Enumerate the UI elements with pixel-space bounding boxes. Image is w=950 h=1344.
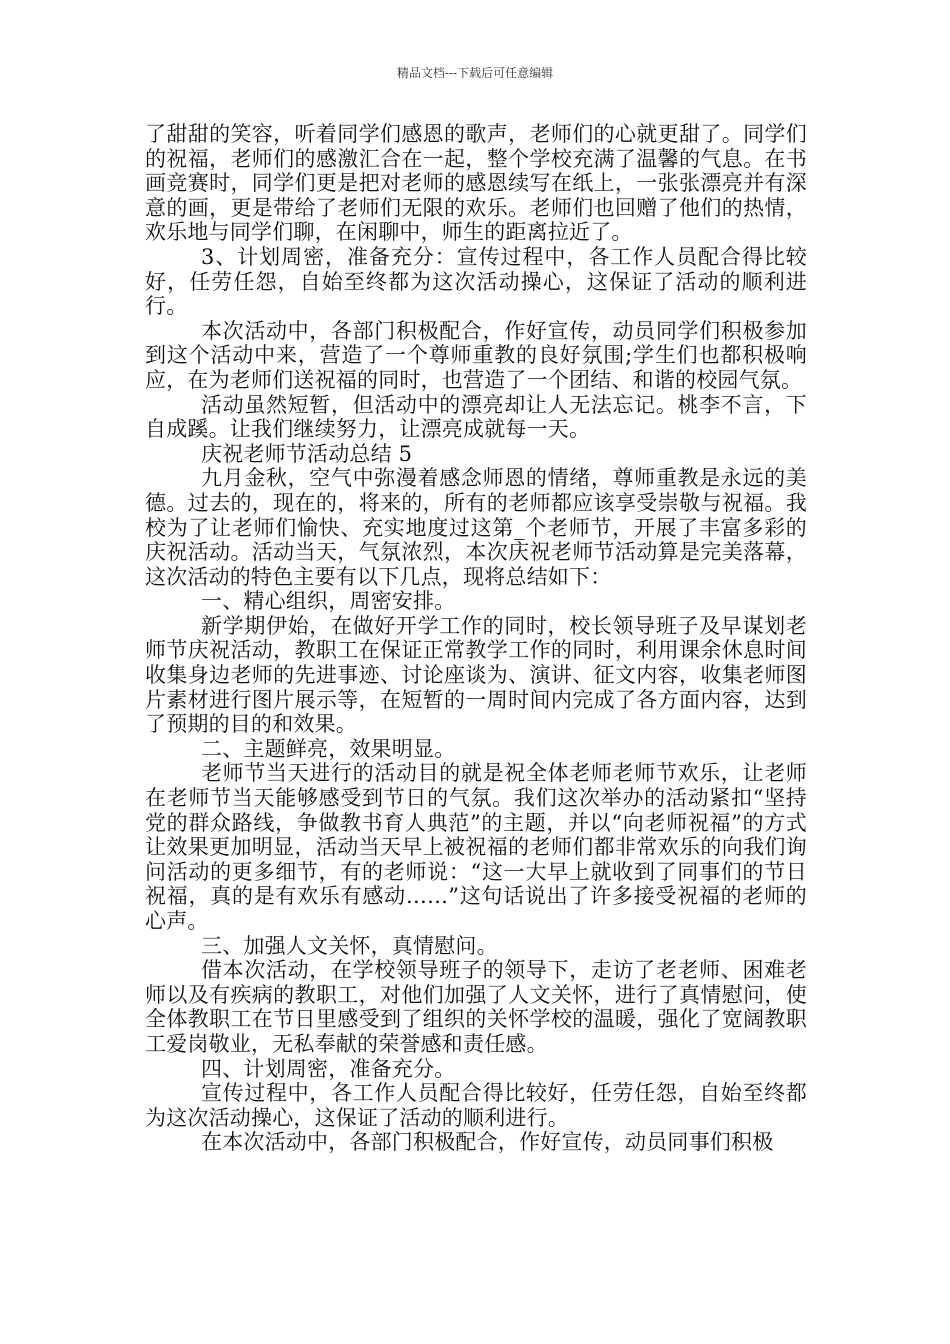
section-heading: 三、加强人文关怀，真情慰问。 [201, 933, 498, 958]
section-title: 庆祝老师节活动总结 5 [201, 441, 413, 466]
paragraph: 本次活动中，各部门积极配合，作好宣传，动员同学们积极参加到这个活动中来，营造了一个尊师重教的良好氛围;学生们也都积极响应，在为老师们送祝福的同时，也营造了一个团结、和谐的校园气氛。 [145, 318, 807, 392]
paragraph: 宣传过程中，各工作人员配合得比较好，任劳任怨，自始至终都为这次活动操心，这保证了活动的顺利进行。 [145, 1081, 807, 1130]
section-heading: 二、主题鲜亮，效果明显。 [201, 736, 456, 761]
paragraph: 新学期伊始，在做好开学工作的同时，校长领导班子及早谋划老师节庆祝活动，教职工在保证正常教学工作的同时，利用课余休息时间收集身边老师的先进事迹、讨论座谈为、演讲、征文内容，收集老师图片素材进行图片展示等，在短暂的一周时间内完成了各方面内容，达到了预期的目的和效果。 [145, 613, 807, 737]
paragraph: 在本次活动中，各部门积极配合，作好宣传，动员同事们积极 [201, 1130, 774, 1155]
section-heading: 四、计划周密，准备充分。 [201, 1056, 456, 1081]
paragraph: 借本次活动，在学校领导班子的领导下，走访了老老师、困难老师以及有疾病的教职工，对他们加强了人文关怀，进行了真情慰问，使全体教职工在节日里感受到了组织的关怀学校的温暖，强化了宽阔教职工爱岗敬业，无私奉献的荣誉感和责任感。 [145, 958, 807, 1056]
section-heading: 一、精心组织，周密安排。 [201, 589, 456, 614]
page-header: 精品文档---下载后可任意编辑 [396, 66, 554, 80]
paragraph: 九月金秋，空气中弥漫着感念师恩的情绪，尊师重教是永远的美德。过去的，现在的，将来的，所有的老师都应该享受崇敬与祝福。我校为了让老师们愉快、充实地度过这第_个老师节，开展了丰富多彩的庆祝活动。活动当天，气氛浓烈，本次庆祝老师节活动算是完美落幕，这次活动的特色主要有以下几点，现将总结如下： [145, 466, 807, 589]
paragraph: 了甜甜的笑容，听着同学们感恩的歌声，老师们的心就更甜了。同学们的祝福，老师们的感激汇合在一起，整个学校充满了温馨的气息。在书画竞赛时，同学们更是把对老师的感恩续写在纸上，一张张漂亮并有深意的画，更是带给了老师们无限的欢乐。老师们也回赠了他们的热情，欢乐地与同学们聊，在闲聊中，师生的距离拉近了。 [145, 122, 807, 245]
document-body [145, 122, 807, 1155]
paragraph: 老师节当天进行的活动目的就是祝全体老师老师节欢乐，让老师在老师节当天能够感受到节日的气氛。我们这次举办的活动紧扣“坚持党的群众路线，争做教书育人典范”的主题，并以“向老师祝福”的方式让效果更加明显，活动当天早上被祝福的老师们都非常欢乐的向我们询问活动的更多细节，有的老师说：“这一大早上就收到了同事们的节日祝福，真的是有欢乐有感动……”这句话说出了许多接受祝福的老师的心声。 [145, 761, 807, 933]
paragraph: 活动虽然短暂，但活动中的漂亮却让人无法忘记。桃李不言，下自成蹊。让我们继续努力，让漂亮成就每一天。 [145, 392, 807, 442]
paragraph: 3、计划周密，准备充分：宣传过程中，各工作人员配合得比较好，任劳任怨，自始至终都为这次活动操心，这保证了活动的顺利进行。 [145, 244, 807, 319]
